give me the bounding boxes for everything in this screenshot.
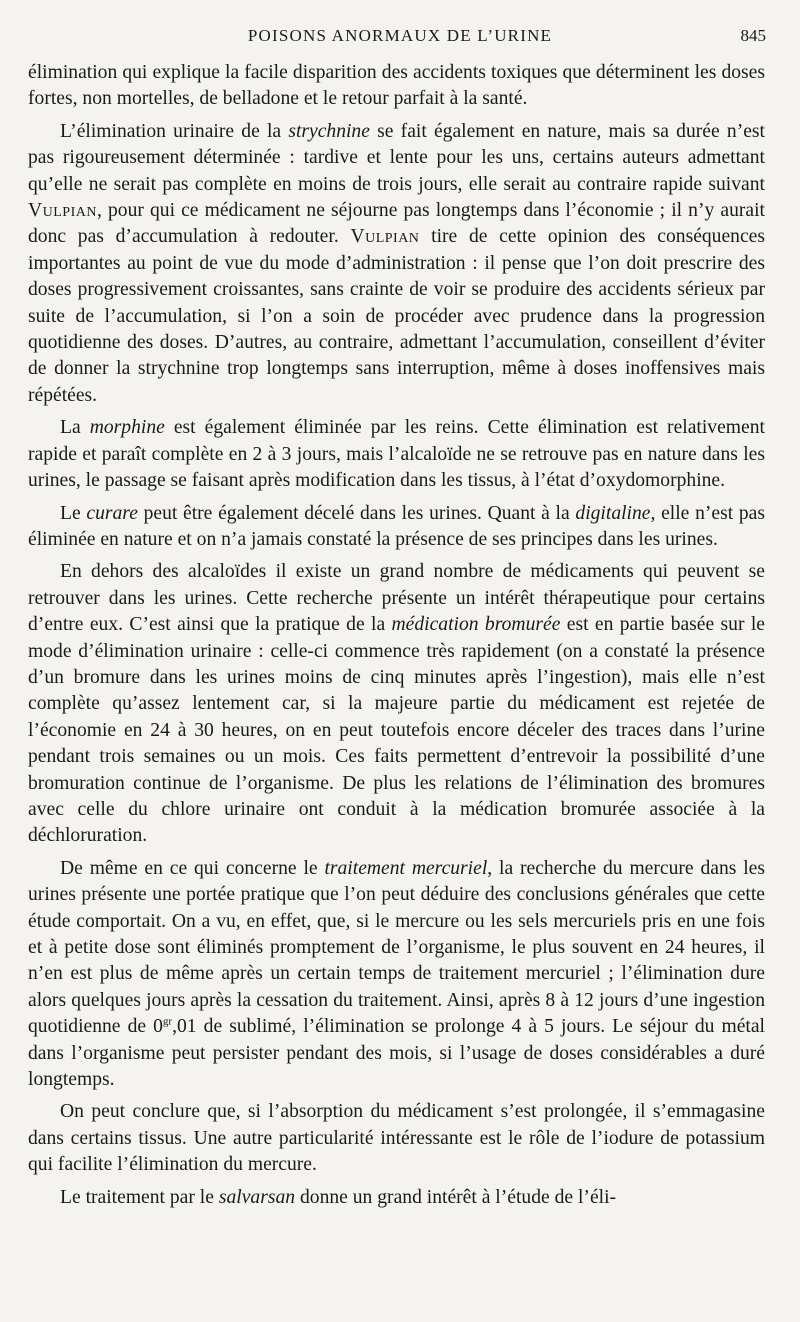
paragraph — [28, 559, 765, 849]
text-run: est en partie basée sur le mode d’élimination urinaire : celle-ci commence très rapidement (on a constaté la présence d’un bromure dans les urines moins de cinq minutes après l’ingestion), mais elle n’est complète qu’assez lentement car, si la majeure partie du médicament est rejetée de l’économie en 24 à 30 heures, on en peut toutefois encore déceler des traces dans l’urine pendant trois semaines ou un mois. Ces faits permettent d’entrevoir la possibilité d’une bromuration continue de l’organisme. De plus les relations de l’élimination des bromures avec celle du chlore urinaire ont conduit à la médication bromurée associée à la déchloruration. — [28, 614, 766, 847]
text-run: La — [60, 417, 90, 439]
text-run: , la recherche du mercure dans les urines présente une portée pratique que l’on peut déduire des conclusions générales que cette étude comportait. On a vu, en effet, que, si le mercure ou les sels mercuriels pris en une fois et à petite dose sont éliminés promptement de l’organisme, le plus souvent en 24 heures, il n’en est plus de même après un certain temps de traitement mercuriel ; l’élimination dure alors quelques jours après la cessation du traitement. Ainsi, après 8 à 12 jours d’une ingestion quotidienne de 0 — [28, 857, 765, 1038]
text-run: élimination qui explique la facile disparition des accidents toxiques que déterminent les doses fortes, non mortelles, de belladone et le retour parfait à la santé. — [28, 62, 765, 110]
paragraph — [28, 501, 765, 554]
author-name: Vulpian — [350, 226, 420, 248]
italic-term: digitaline — [575, 502, 651, 524]
text-run: Le — [60, 502, 87, 524]
italic-term: traitement mercuriel — [324, 857, 488, 879]
text-run: L’élimination urinaire de la — [60, 120, 289, 142]
text-run: tire de cette opinion des conséquences importantes au point de vue du mode d’administration : il pense que l’on doit prescrire des doses progressivement croissantes, sans crainte de voir se produire des accidents sérieux par suite de l’accumulation, si l’on a soin de procéder avec prudence dans la progression quotidienne des doses. D’autres, au contraire, admettant l’accumulation, conseillent d’éviter de donner la strychnine trop longtemps sans interruption, même à doses inoffensives mais répétées. — [28, 226, 765, 406]
paragraph — [28, 415, 765, 494]
text-run: se fait également en nature, mais sa durée n’est pas rigoureusement déterminée : tardive et lente pour les uns, certains auteurs admettant qu’elle ne serait pas complète en moins de trois jours, elle serait au contraire rapide suivant — [28, 120, 765, 195]
text-run: De même en ce qui concerne le — [60, 857, 325, 879]
italic-term: strychnine — [288, 120, 370, 142]
italic-term: curare — [86, 502, 138, 524]
unit-superscript: gr — [162, 1015, 173, 1028]
text-run: donne un grand intérêt à l’étude de l’éli- — [295, 1186, 617, 1208]
text-run: , pour qui ce médicament ne séjourne pas longtemps dans l’économie ; il n’y aurait donc pas d’accumulation à redouter. — [28, 200, 765, 248]
text-run: En dehors des alcaloïdes il existe un grand nombre de médicaments qui peuvent se retrouver dans les urines. Cette recherche présente un intérêt thérapeutique pour certains d’entre eux. C’est ainsi que la pratique de la — [28, 561, 765, 636]
page-number: 845 — [740, 26, 766, 45]
paragraph — [28, 60, 765, 113]
running-head: POISONS ANORMAUX DE L’URINE — [247, 26, 553, 45]
paragraph — [28, 1099, 765, 1178]
text-run: est également éliminée par les reins. Cette élimination est relativement rapide et paraît complète en 2 à 3 jours, mais l’alcaloïde ne se retrouve pas en nature dans les urines, le passage se faisant après modification dans les tissus, à l’état d’oxydomorphine. — [28, 417, 765, 492]
text-run: , elle n’est pas éliminée en nature et on n’a jamais constaté la présence de ses principes dans les urines. — [28, 502, 765, 550]
paragraph — [28, 1185, 765, 1211]
page-header — [0, 26, 800, 52]
italic-term: morphine — [89, 417, 165, 439]
text-run: On peut conclure que, si l’absorption du médicament s’est prolongée, il s’emmagasine dans certains tissus. Une autre particularité intéressante est le rôle de l’iodure de potassium qui facilite l’élimination du mercure. — [28, 1101, 765, 1176]
italic-term: salvarsan — [218, 1186, 296, 1208]
author-name: Vulpian — [28, 200, 97, 222]
text-run: Le traitement par le — [60, 1186, 219, 1208]
text-run: ,01 de sublimé, l’élimination se prolonge 4 à 5 jours. Le séjour du métal dans l’organisme peut persister pendant des mois, si l’usage de doses considérables a duré longtemps. — [28, 1016, 765, 1091]
paragraph — [28, 119, 765, 409]
text-run: peut être également décelé dans les urines. Quant à la — [137, 502, 576, 524]
italic-term: médication bromurée — [391, 614, 561, 636]
paragraph — [28, 856, 765, 1094]
body-text — [28, 60, 765, 1217]
